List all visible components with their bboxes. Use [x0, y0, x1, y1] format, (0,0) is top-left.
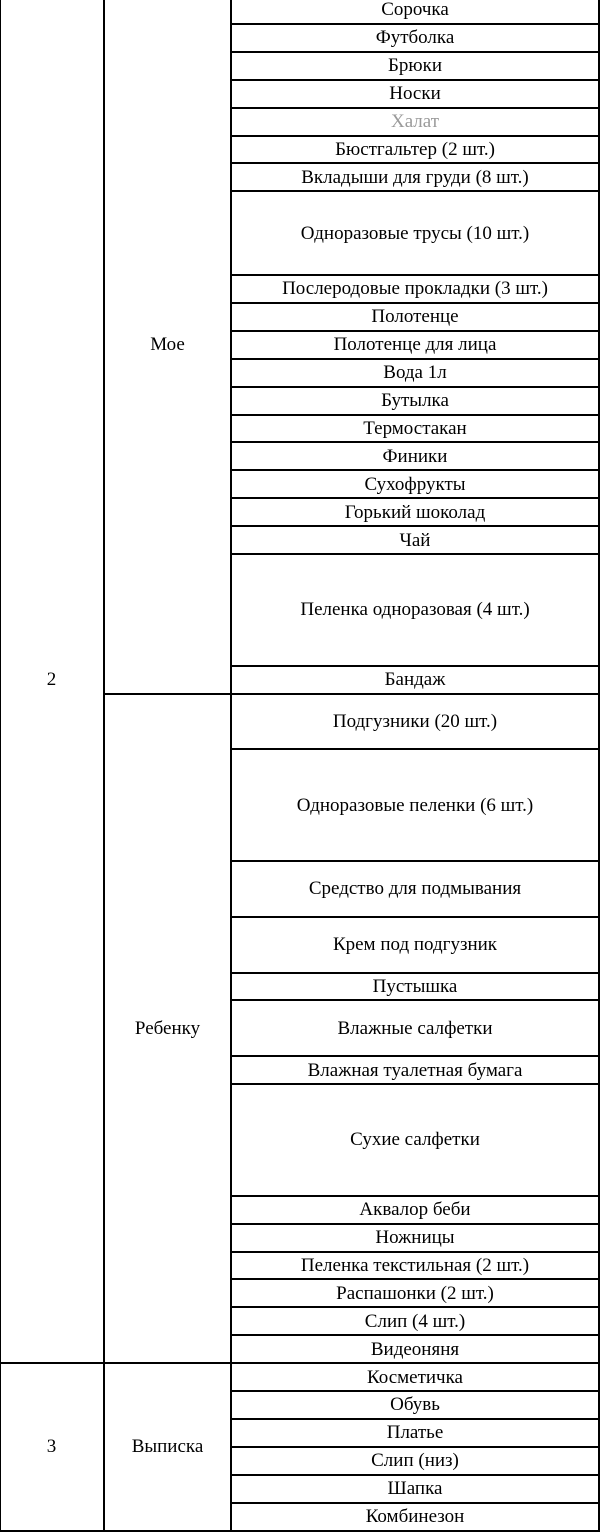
item-cell: Финики: [382, 445, 448, 467]
item-cell: Одноразовые пеленки (6 шт.): [296, 794, 534, 816]
item-cell: Термостакан: [363, 417, 467, 439]
item-cell: Футболка: [375, 27, 455, 49]
group-cell: Выписка: [131, 1436, 204, 1458]
item-cell: Пеленка текстильная (2 шт.): [300, 1254, 530, 1276]
item-cell: Носки: [389, 83, 441, 105]
column-border: [0, 0, 1, 1531]
item-cell: Бандаж: [384, 669, 446, 691]
item-cell: Полотенце: [371, 306, 459, 328]
column-border: [103, 0, 105, 1531]
section-number-cell: 2: [46, 669, 57, 691]
item-cell: Комбинезон: [365, 1506, 465, 1528]
section-divider: [0, 1530, 600, 1532]
item-cell: Платье: [386, 1422, 444, 1444]
group-cell: Мое: [150, 334, 185, 356]
item-cell: Сорочка: [381, 0, 449, 21]
item-cell: Бутылка: [381, 390, 449, 412]
item-cell: Халат: [390, 111, 440, 133]
item-cell: Видеоняня: [370, 1338, 460, 1360]
item-cell: Полотенце для лица: [333, 334, 497, 356]
item-cell: Одноразовые трусы (10 шт.): [300, 222, 530, 244]
item-cell: Брюки: [387, 55, 442, 77]
item-cell: Вода 1л: [383, 362, 447, 384]
item-cell: Влажная туалетная бумага: [307, 1059, 523, 1081]
item-cell: Распашонки (2 шт.): [336, 1282, 494, 1304]
item-cell: Слип (4 шт.): [364, 1310, 466, 1332]
item-cell: Аквалор беби: [359, 1199, 471, 1221]
group-cell: Ребенку: [134, 1017, 201, 1039]
item-cell: Косметичка: [367, 1366, 463, 1388]
item-cell: Бюстгальтер (2 шт.): [335, 138, 495, 160]
item-cell: Горький шоколад: [344, 501, 486, 523]
item-cell: Послеродовые прокладки (3 шт.): [282, 278, 548, 300]
column-border: [230, 0, 232, 1531]
item-cell: Средство для подмывания: [308, 878, 522, 900]
item-cell: Пустышка: [372, 975, 458, 997]
item-cell: Вкладыши для груди (8 шт.): [301, 166, 529, 188]
item-cell: Крем под подгузник: [332, 934, 498, 956]
item-cell: Слип (низ): [371, 1450, 459, 1472]
item-cell: Пеленка одноразовая (4 шт.): [300, 599, 530, 621]
item-cell: Чай: [399, 529, 431, 551]
item-cell: Влажные салфетки: [337, 1017, 493, 1039]
item-cell: Обувь: [390, 1394, 440, 1416]
item-cell: Шапка: [387, 1478, 443, 1500]
item-cell: Сухие салфетки: [350, 1129, 480, 1151]
item-cell: Сухофрукты: [364, 473, 466, 495]
section-number-cell: 3: [46, 1436, 57, 1458]
item-cell: Подгузники (20 шт.): [332, 710, 498, 732]
item-cell: Ножницы: [375, 1227, 455, 1249]
